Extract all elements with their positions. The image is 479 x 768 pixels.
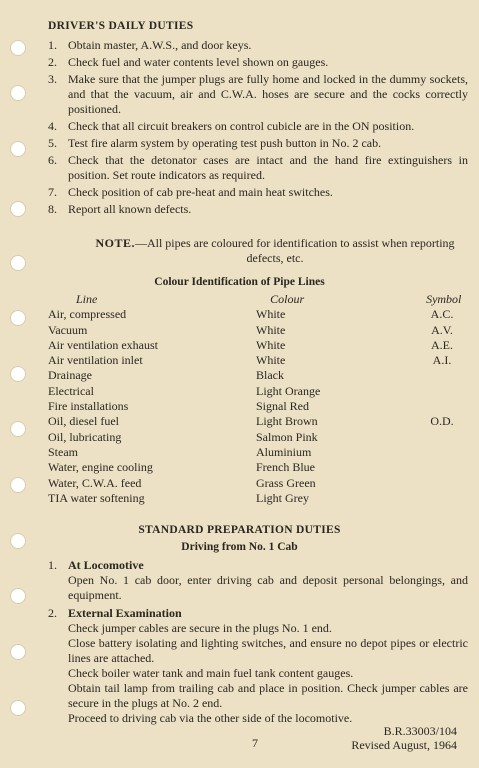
binder-hole [10,201,26,217]
procedure-heading [48,606,468,621]
table-title: Colour Identification of Pipe Lines [154,276,325,288]
revision-date: Revised August, 1964 [351,738,457,752]
procedure-section [48,558,468,603]
table-row [48,445,468,460]
cell-line: Electrical [48,383,94,398]
cell-colour: Aluminium [256,444,312,459]
cell-line: Oil, diesel fuel [48,414,119,429]
list-item [48,185,468,200]
procedure-section [48,606,468,726]
paragraph: Check jumper cables are secure in the plugs No. 1 end. [68,621,332,635]
list-item [48,72,468,117]
page-number: 7 [252,736,258,750]
table-row [48,430,468,445]
duties-list [48,38,468,219]
cell-line: Air, compressed [48,307,127,322]
item-text: Report all known defects. [68,202,192,216]
binder-hole [10,40,26,56]
item-text: Make sure that the jumper plugs are fully home and locked in the dummy sockets, and that the vacuum, air and C.W.A. hoses are secure and the cocks correctly positioned. [68,72,468,116]
cell-symbol: A.E. [431,337,453,352]
paragraph: Open No. 1 cab door, enter driving cab and deposit personal belongings, and equipment. [68,573,468,602]
table-row [48,460,468,475]
item-number: 3. [48,72,57,86]
section-body [68,621,468,726]
table-row [48,338,468,353]
cell-line: Air ventilation inlet [48,353,143,368]
item-number: 8. [48,202,57,216]
cell-symbol [416,476,468,491]
item-text: Check position of cab pre-heat and main heat switches. [68,185,333,199]
section-title: External Examination [68,606,182,620]
section-heading: DRIVER'S DAILY DUTIES [48,20,194,32]
cell-symbol: O.D. [430,414,454,429]
cell-symbol [416,460,468,475]
binder-hole [10,85,26,101]
cell-line: Drainage [48,368,92,383]
cell-line: Steam [48,444,78,459]
binder-hole [10,255,26,271]
cell-colour: Salmon Pink [256,429,318,444]
pipe-colour-table [48,292,468,506]
binder-hole [10,644,26,660]
note-text: —All pipes are coloured for identification to assist when reporting defects, etc. [134,236,455,265]
section-title: At Locomotive [68,558,144,572]
item-number: 4. [48,119,57,133]
binder-hole [10,310,26,326]
cell-line: Oil, lubricating [48,429,122,444]
table-row [48,307,468,322]
reference-code: B.R.33003/104 [383,724,457,738]
column-header-symbol: Symbol [426,292,462,306]
column-header-line: Line [76,292,98,306]
item-number: 5. [48,136,57,150]
cell-symbol [416,491,468,506]
cell-symbol: A.V. [431,322,453,337]
list-item [48,38,468,53]
cell-symbol [416,384,468,399]
cell-line: Vacuum [48,322,88,337]
cell-symbol [416,368,468,383]
binder-hole [10,477,26,493]
table-row [48,368,468,383]
cell-colour: Signal Red [256,399,309,414]
table-header-row [48,292,468,307]
binder-hole [10,700,26,716]
cell-symbol [416,445,468,460]
binder-hole [10,588,26,604]
cell-symbol: A.C. [430,307,454,322]
cell-colour: Light Brown [256,414,318,429]
cell-colour: Light Orange [256,383,321,398]
procedure-heading [48,558,468,573]
table-row [48,414,468,429]
binder-hole [10,421,26,437]
document-reference [351,724,457,752]
cell-colour: White [256,307,286,322]
table-row [48,476,468,491]
cell-line: Air ventilation exhaust [48,337,158,352]
cell-colour: French Blue [256,460,315,475]
cell-colour: Light Grey [256,490,309,505]
cell-colour: Grass Green [256,475,316,490]
cell-colour: Black [256,368,284,383]
section-number: 2. [48,606,57,620]
cell-symbol: A.I. [432,353,452,368]
item-number: 2. [48,55,57,69]
column-header-colour: Colour [270,292,305,306]
cell-line: Water, engine cooling [48,460,153,475]
cell-line: Fire installations [48,399,129,414]
list-item [48,136,468,151]
binder-hole [10,141,26,157]
table-row [48,399,468,414]
cell-symbol [416,399,468,414]
item-text: Check fuel and water contents level shown on gauges. [68,55,329,69]
table-row [48,491,468,506]
paragraph: Obtain tail lamp from trailing cab and place in position. Check jumper cables are secure in the plugs at No. 2 end. [68,681,468,710]
item-text: Obtain master, A.W.S., and door keys. [68,38,252,52]
item-text: Check that the detonator cases are intact and the hand fire extinguishers in position. Set route indicators as required. [68,153,468,182]
paragraph: Close battery isolating and lighting switches, and ensure no depot pipes or electric lines are attached. [68,636,468,665]
section-heading: STANDARD PREPARATION DUTIES [138,524,341,536]
paragraph: Proceed to driving cab via the other side of the locomotive. [68,711,353,725]
note-label: NOTE. [95,236,135,250]
item-number: 1. [48,38,57,52]
item-number: 6. [48,153,57,167]
item-number: 7. [48,185,57,199]
table-row [48,353,468,368]
cell-colour: White [256,353,286,368]
list-item [48,153,468,183]
section-subheading: Driving from No. 1 Cab [181,541,298,553]
section-body [68,573,468,603]
cell-colour: White [256,337,286,352]
table-row [48,323,468,338]
cell-line: TIA water softening [48,490,145,505]
section-number: 1. [48,558,57,572]
cell-line: Water, C.W.A. feed [48,475,142,490]
list-item [48,202,468,217]
table-row [48,384,468,399]
list-item [48,55,468,70]
cell-symbol [416,430,468,445]
note [80,236,470,266]
item-text: Check that all circuit breakers on control cubicle are in the ON position. [68,119,415,133]
item-text: Test fire alarm system by operating test push button in No. 2 cab. [68,136,382,150]
paragraph: Check boiler water tank and main fuel tank content gauges. [68,666,354,680]
list-item [48,119,468,134]
binder-hole [10,366,26,382]
cell-colour: White [256,322,286,337]
